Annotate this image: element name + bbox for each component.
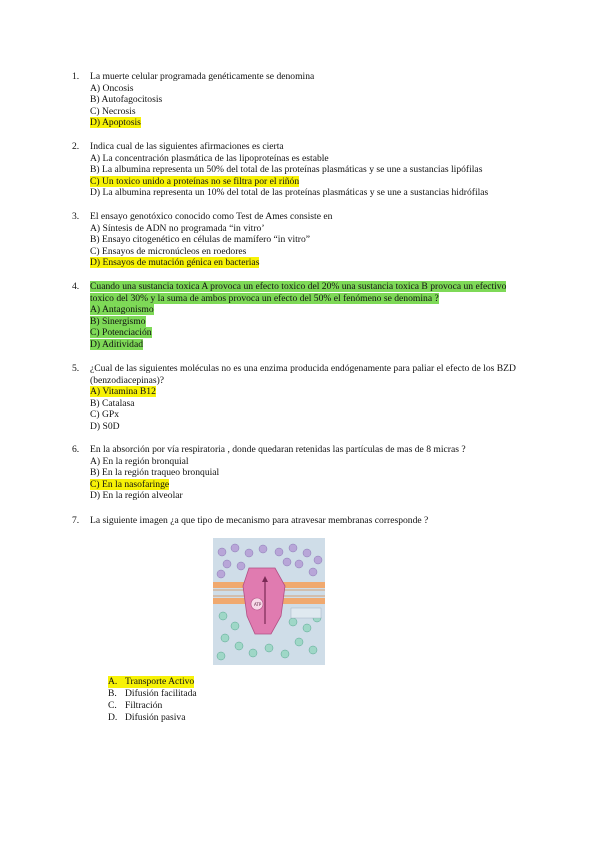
question-number: 2. xyxy=(72,141,80,152)
question-stem: Indica cual de las siguientes afirmaciones es cierta xyxy=(90,141,284,152)
option-label: D. xyxy=(108,712,118,723)
question-stem: Cuando una sustancia toxica A provoca un efecto toxico del 20% una sustancia toxica B provoca un efectivo toxico del 30% y la suma de ambos provoca un efecto del 50% el fenómeno se denomina ? xyxy=(90,281,507,304)
question-number: 6. xyxy=(72,444,80,455)
option-a: A) Oncosis xyxy=(90,82,134,94)
option-d-answer: D) Ensayos de mutación génica en bacterias xyxy=(90,257,260,268)
option-b: B) En la región traqueo bronquial xyxy=(90,467,220,478)
option-b: B) La albumina representa un 50% del total de las proteínas plasmáticas y se une a sustancias lipófilas xyxy=(90,164,483,175)
option-label: C. xyxy=(108,700,117,711)
svg-text:ATP: ATP xyxy=(254,602,262,607)
question-number: 1. xyxy=(72,71,80,82)
option-d: D) S0D xyxy=(90,420,120,432)
question-number: 4. xyxy=(72,281,80,292)
question-number: 5. xyxy=(72,363,80,374)
option-text: Transporte Activo xyxy=(125,676,195,687)
option-d-answer: D) Aditividad xyxy=(90,338,144,350)
option-a: A) Síntesis de ADN no programada “in vitro’ xyxy=(90,222,265,234)
question-stem: La muerte celular programada genéticamente se denomina xyxy=(90,71,315,82)
option-a-answer: A) Vitamina B12 xyxy=(90,386,156,397)
question-6 xyxy=(72,444,530,502)
option-b: B) Autofagocitosis xyxy=(90,94,163,105)
option-c: C) Ensayos de micronúcleos en roedores xyxy=(90,245,247,257)
option-b: B) Catalasa xyxy=(90,397,135,409)
question-1 xyxy=(72,71,530,129)
option-d-answer: D) Apoptosis xyxy=(90,117,141,128)
question-stem: El ensayo genotóxico conocido como Test de Ames consiste en xyxy=(90,211,333,222)
option-b: B) Sinergismo xyxy=(90,315,146,327)
option-c: C) GPx xyxy=(90,409,120,420)
sodium-potassium-pump-diagram xyxy=(213,538,325,665)
question-7-options xyxy=(108,676,197,724)
question-stem: En la absorción por vía respiratoria , donde quedaran retenidas las partículas de mas de 8 micras ? xyxy=(90,444,466,455)
question-5 xyxy=(72,363,530,432)
option-a: A) En la región bronquial xyxy=(90,455,189,467)
option-label: B. xyxy=(108,688,117,699)
question-stem: ¿Cual de las siguientes moléculas no es una enzima producida endógenamente para paliar el efecto de los BZD (benzodiacepinas)? xyxy=(90,363,516,386)
option-text: Filtración xyxy=(125,700,163,711)
option-b xyxy=(108,688,197,700)
option-d: D) En la región alveolar xyxy=(90,490,183,501)
option-a: A) La concentración plasmática de las lipoproteínas es estable xyxy=(90,152,329,164)
option-text: Difusión facilitada xyxy=(125,688,197,699)
option-b: B) Ensayo citogenético en células de mamífero “in vitro” xyxy=(90,234,311,245)
question-7 xyxy=(72,515,530,527)
option-c: C) Potenciación xyxy=(90,327,152,338)
membrane-transport-figure xyxy=(213,538,325,665)
question-3 xyxy=(72,211,530,269)
option-c xyxy=(108,700,197,712)
option-d xyxy=(108,712,197,724)
option-c: C) Necrosis xyxy=(90,105,136,117)
question-2 xyxy=(72,141,530,199)
option-label: A. xyxy=(108,676,118,687)
option-c-answer: C) Un toxico unido a proteínas no se filtra por el riñón xyxy=(90,175,300,187)
question-4 xyxy=(72,281,530,350)
option-text: Difusión pasiva xyxy=(125,712,186,723)
question-number: 3. xyxy=(72,211,80,222)
question-stem: La siguiente imagen ¿a que tipo de mecanismo para atravesar membranas corresponde ? xyxy=(90,515,429,526)
option-a: A) Antagonismo xyxy=(90,304,154,315)
option-a-answer xyxy=(108,676,194,688)
option-d: D) La albumina representa un 10% del total de las proteínas plasmáticas y se une a sustancias hidrófilas xyxy=(90,187,489,198)
question-number: 7. xyxy=(72,515,80,526)
option-c-answer: C) En la nasofaringe xyxy=(90,478,170,490)
